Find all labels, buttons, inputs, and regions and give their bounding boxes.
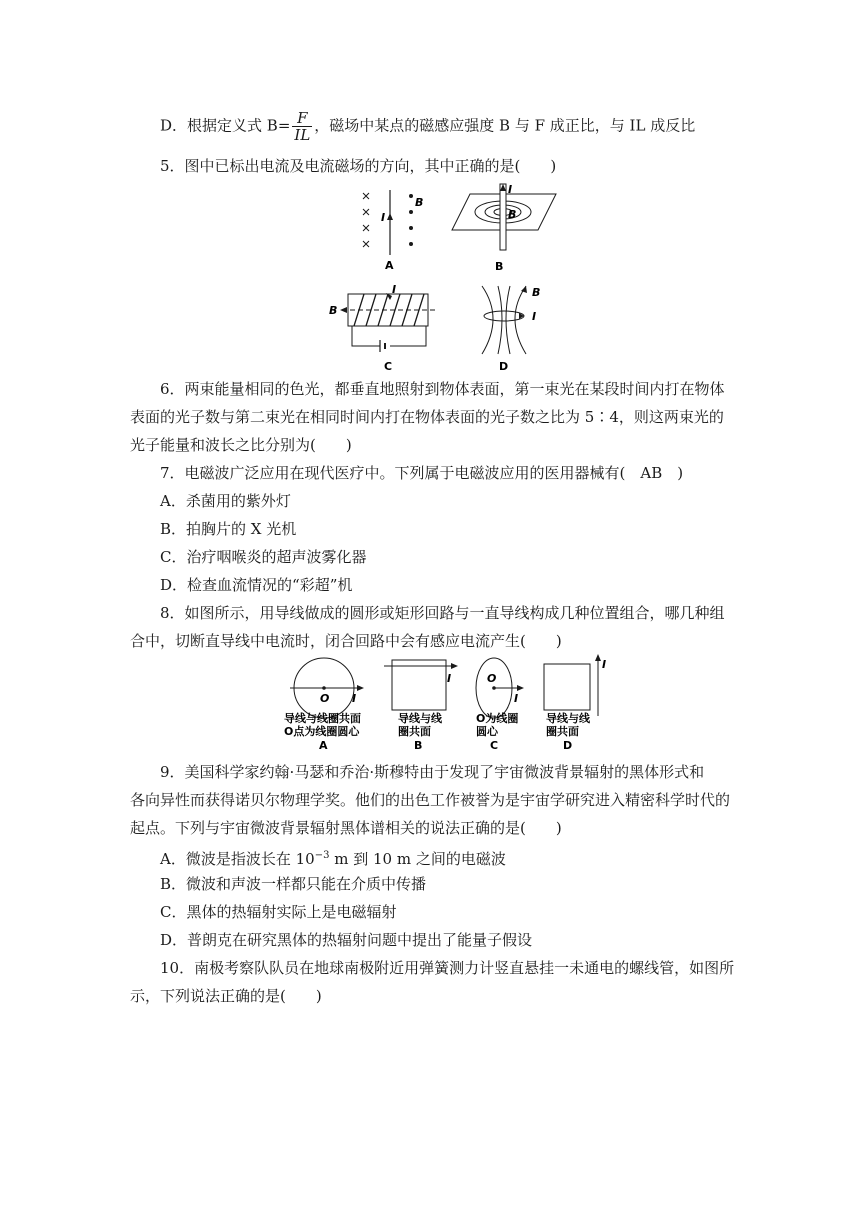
label-center-o: O <box>320 692 330 705</box>
label-current: I <box>508 183 513 196</box>
q7-option-b: B．拍胸片的 X 光机 <box>160 520 297 538</box>
fraction-denominator: IL <box>294 126 311 144</box>
caption-c-line-1: O为线圈 <box>476 712 519 725</box>
figure-label-a: A <box>319 739 328 752</box>
caption-d-line-1: 导线与线 <box>546 712 590 725</box>
q9-option-a-exponent: −3 <box>314 850 330 861</box>
q6-stem-line-1: 6．两束能量相同的色光，都垂直地照射到物体表面，第一束光在某段时间内打在物体 <box>160 380 725 398</box>
q9-option-a-prefix: A．微波是指波长在 10 <box>160 850 315 868</box>
q7-stem: 7．电磁波广泛应用在现代医疗中。下列属于电磁波应用的医用器械有( AB ) <box>160 464 684 482</box>
q5-figure-a <box>355 185 435 270</box>
q9-option-a <box>160 846 506 869</box>
q8-stem-line-2: 合中，切断直导线中电流时，闭合回路中会有感应电流产生( ) <box>130 632 562 650</box>
q9-stem-line-2: 各向异性而获得诺贝尔物理学奖。他们的出色工作被誉为是宇宙学研究进入精密科学时代的 <box>130 791 731 809</box>
q4-option-d-prefix: D．根据定义式 B= <box>160 116 291 135</box>
label-center-o: O <box>487 672 497 685</box>
caption-b-line-1: 导线与线 <box>398 712 442 725</box>
dot-marks <box>409 194 413 246</box>
caption-d-line-2: 圈共面 <box>546 725 579 738</box>
figure-label-b: B <box>414 739 423 752</box>
q8-figure <box>280 650 620 754</box>
q9-stem-line-3: 起点。下列与宇宙微波背景辐射黑体谱相关的说法正确的是( ) <box>130 819 562 837</box>
caption-a-line-2: O点为线圈圆心 <box>284 725 360 738</box>
q5-figure-b <box>448 182 558 272</box>
q4-option-d <box>160 110 695 143</box>
q9-option-b: B．微波和声波一样都只能在介质中传播 <box>160 875 427 893</box>
label-current: I <box>381 211 386 224</box>
figure-label-a: A <box>385 259 394 270</box>
label-field: B <box>532 286 541 299</box>
q10-stem-line-1: 10．南极考察队队员在地球南极附近用弹簧测力计竖直悬挂一未通电的螺线管，如图所 <box>160 959 735 977</box>
figure-label-c: C <box>490 739 499 752</box>
q5-stem: 5．图中已标出电流及电流磁场的方向，其中正确的是( ) <box>160 157 557 175</box>
q9-stem-line-1: 9．美国科学家约翰·马瑟和乔治·斯穆特由于发现了宇宙微波背景辐射的黑体形式和 <box>160 763 705 781</box>
q9-option-d: D．普朗克在研究黑体的热辐射问题中提出了能量子假设 <box>160 931 533 949</box>
fraction-f-over-il <box>292 110 312 143</box>
q9-option-a-suffix: m 到 10 m 之间的电磁波 <box>329 850 506 868</box>
cross-marks <box>363 193 369 247</box>
q5-figure-c <box>328 282 448 374</box>
q8-figure-d <box>544 654 606 752</box>
figure-label-c: C <box>384 360 393 373</box>
q8-figure-c <box>476 658 524 752</box>
caption-b-line-2: 圈共面 <box>398 725 431 738</box>
label-current: I <box>514 692 519 705</box>
label-current: I <box>447 672 452 685</box>
q10-stem-line-2: 示，下列说法正确的是( ) <box>130 987 322 1005</box>
label-field: B <box>508 208 517 221</box>
q8-figure-a <box>284 658 364 752</box>
label-current: I <box>352 692 357 705</box>
q8-stem-line-1: 8．如图所示，用导线做成的圆形或矩形回路与一直导线构成几种位置组合，哪几种组 <box>160 604 725 622</box>
fraction-numerator: F <box>292 110 312 127</box>
q7-option-d: D．检查血流情况的“彩超”机 <box>160 576 353 594</box>
q6-stem-line-2: 表面的光子数与第二束光在相同时间内打在物体表面的光子数之比为 5∶4，则这两束光的 <box>130 408 724 426</box>
q8-figure-b <box>384 660 458 752</box>
q9-option-c: C．黑体的热辐射实际上是电磁辐射 <box>160 903 397 921</box>
q6-stem-line-3: 光子能量和波长之比分别为( ) <box>130 436 352 454</box>
q5-figure-d <box>468 282 558 374</box>
figure-label-d: D <box>499 360 509 373</box>
caption-a-line-1: 导线与线圈共面 <box>284 712 361 725</box>
label-field: B <box>329 304 338 317</box>
label-current: I <box>392 283 397 296</box>
label-current: I <box>602 658 607 671</box>
label-field: B <box>415 196 424 209</box>
figure-label-d: D <box>563 739 573 752</box>
q7-option-a: A．杀菌用的紫外灯 <box>160 492 291 510</box>
figure-label-b: B <box>495 260 504 272</box>
caption-c-line-2: 圆心 <box>476 725 498 738</box>
q4-option-d-suffix: ，磁场中某点的磁感应强度 B 与 F 成正比，与 IL 成反比 <box>314 116 696 135</box>
label-current: I <box>532 310 537 323</box>
q7-option-c: C．治疗咽喉炎的超声波雾化器 <box>160 548 367 566</box>
